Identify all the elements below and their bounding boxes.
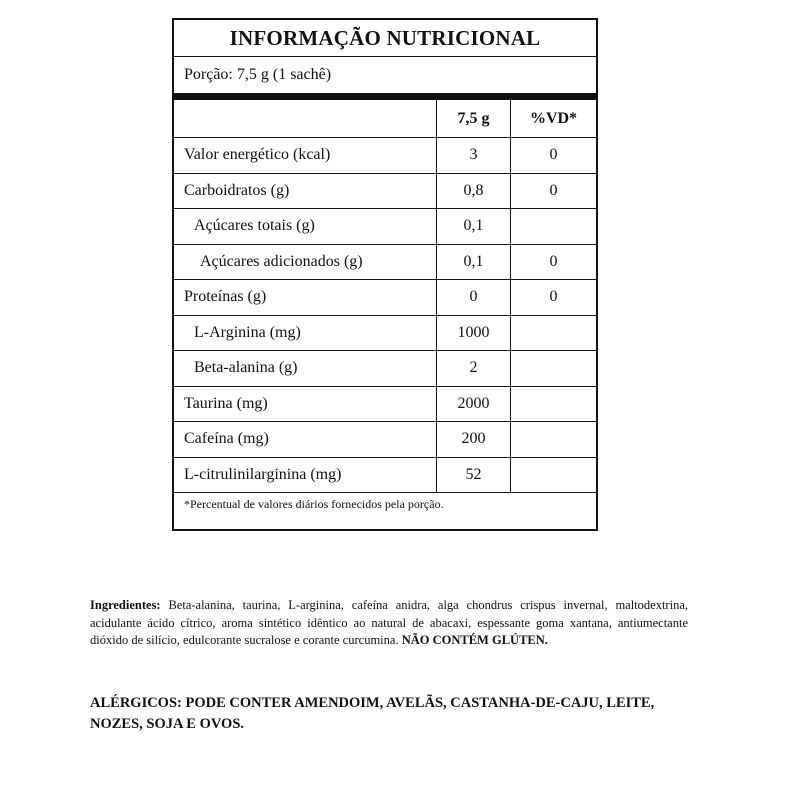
nutrient-name: Valor energético (kcal) [174, 138, 437, 174]
nutrient-row [174, 209, 596, 245]
nutrient-dv [511, 351, 597, 387]
nutrient-row [174, 173, 596, 209]
nutrient-row [174, 315, 596, 351]
nutrient-row [174, 457, 596, 493]
nutrient-dv: 0 [511, 173, 597, 209]
nutrient-amount: 0,1 [437, 244, 511, 280]
ingredients-paragraph [90, 597, 688, 650]
column-header-row [174, 100, 596, 138]
nutrient-name: Taurina (mg) [174, 386, 437, 422]
ingredients-label: Ingredientes: [90, 598, 161, 612]
nutrient-amount: 0,1 [437, 209, 511, 245]
nutrient-row [174, 351, 596, 387]
nutrient-dv: 0 [511, 138, 597, 174]
nutrition-facts-table [172, 18, 598, 531]
nutrient-row [174, 138, 596, 174]
nutrient-grid [174, 100, 596, 493]
nutrient-dv [511, 422, 597, 458]
gluten-notice: NÃO CONTÉM GLÚTEN. [401, 633, 548, 647]
ingredients-text: Beta-alanina, taurina, L-arginina, cafeína anidra, alga chondrus crispus invernal, maltodextrina, acidulante ácido cítrico, aroma sintético idêntico ao natural de abacaxi, espessante goma xantana, antiumectante dióxido de silício, edulcorante sucralose e corante curcumina. [90, 598, 688, 647]
nutrient-name: Cafeína (mg) [174, 422, 437, 458]
nutrient-dv [511, 315, 597, 351]
nutrient-amount: 200 [437, 422, 511, 458]
nutrient-name: Açúcares adicionados (g) [174, 244, 437, 280]
nutrient-row [174, 386, 596, 422]
nutrient-dv: 0 [511, 244, 597, 280]
nutrient-name: L-Arginina (mg) [174, 315, 437, 351]
allergens-warning: ALÉRGICOS: PODE CONTER AMENDOIM, AVELÃS, CASTANHA-DE-CAJU, LEITE, NOZES, SOJA E OVOS. [90, 695, 655, 732]
nutrient-dv [511, 457, 597, 493]
nutrient-amount: 0,8 [437, 173, 511, 209]
nutrient-name: Beta-alanina (g) [174, 351, 437, 387]
nutrient-name: Proteínas (g) [174, 280, 437, 316]
nutrient-row [174, 280, 596, 316]
nutrient-name: Carboidratos (g) [174, 173, 437, 209]
nutrient-amount: 2000 [437, 386, 511, 422]
nutrient-dv [511, 386, 597, 422]
nutrient-amount: 3 [437, 138, 511, 174]
nutrient-name: Açúcares totais (g) [174, 209, 437, 245]
nutrient-amount: 2 [437, 351, 511, 387]
nutrient-header-blank [174, 100, 437, 138]
nutrition-title: INFORMAÇÃO NUTRICIONAL [174, 20, 596, 57]
nutrient-amount: 52 [437, 457, 511, 493]
nutrient-row [174, 244, 596, 280]
nutrient-amount: 0 [437, 280, 511, 316]
nutrient-amount: 1000 [437, 315, 511, 351]
dv-footnote: *Percentual de valores diários fornecidos pela porção. [184, 497, 444, 511]
nutrient-dv: 0 [511, 280, 597, 316]
nutrient-dv [511, 209, 597, 245]
amount-column-header: 7,5 g [437, 100, 511, 138]
nutrient-name: L-citrulinilarginina (mg) [174, 457, 437, 493]
dv-column-header: %VD* [511, 100, 597, 138]
thick-divider [174, 93, 596, 100]
portion-size: Porção: 7,5 g (1 sachê) [184, 66, 332, 83]
nutrient-row [174, 422, 596, 458]
